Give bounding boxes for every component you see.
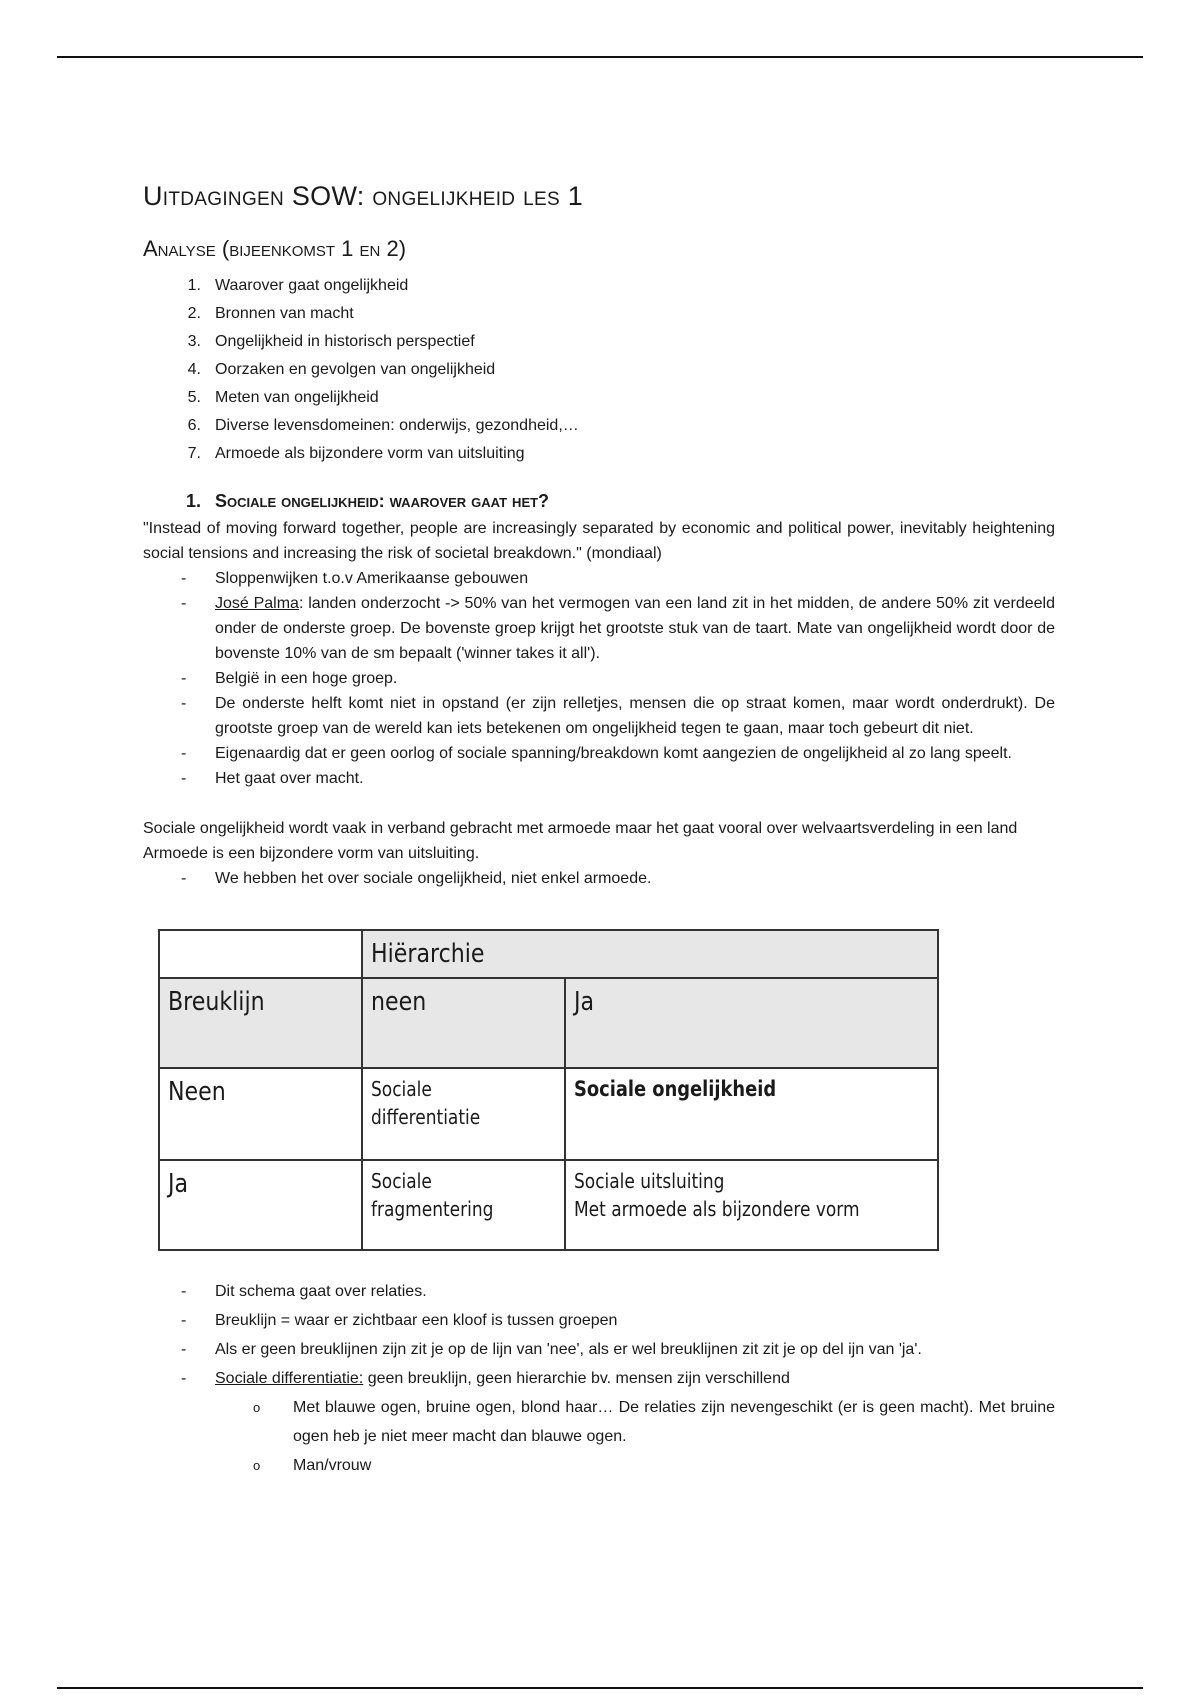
- hierarchy-table: [158, 929, 939, 1251]
- person-name: José Palma: [215, 595, 299, 612]
- list-item: 7. Armoede als bijzondere vorm van uitsluiting: [187, 445, 525, 462]
- list-item: - Eigenaardig dat er geen oorlog of sociale spanning/breakdown komt aangezien de ongelijkheid al zo lang speelt.: [181, 745, 1012, 762]
- list-item: - José Palma: landen onderzocht -> 50% van het vermogen van een land zit in het midden, de andere 50% zit verdeeld onder de onderste groep. De bovenste groep krijgt het grootste stuk van de taart. Mate van ongelijkheid wordt door de bovenste 10% van de sm bepaalt ('winner takes it all').: [181, 595, 1056, 662]
- document-title: Uitdagingen SOW: ongelijkheid les 1: [143, 181, 584, 211]
- table-cell: Sociale differentiatie: [362, 1068, 565, 1160]
- table-corner-cell: [159, 930, 362, 978]
- term-label: Sociale differentiatie:: [215, 1370, 364, 1387]
- table-cell: Sociale fragmentering: [362, 1160, 565, 1250]
- sub-bullet-list: [143, 1393, 1055, 1480]
- body-paragraph: Sociale ongelijkheid wordt vaak in verband gebracht met armoede maar het gaat vooral over welvaartsverdeling in een land: [143, 820, 1018, 837]
- header-rule: [57, 56, 1143, 58]
- list-item: o Met blauwe ogen, bruine ogen, blond haar… De relaties zijn nevengeschikt (er is geen macht). Met bruine ogen heb je niet meer macht dan blauwe ogen.: [253, 1399, 1055, 1445]
- list-item: - Sociale differentiatie: geen breuklijn, geen hierarchie bv. mensen zijn verschillend: [181, 1370, 790, 1387]
- table-row-header: Ja: [159, 1160, 362, 1250]
- table-row-header: Neen: [159, 1068, 362, 1160]
- list-item: - Breuklijn = waar er zichtbaar een kloof is tussen groepen: [181, 1312, 618, 1329]
- quote-paragraph: "Instead of moving forward together, people are increasingly separated by economic and political power, inevitably heightening social tensions and increasing the risk of societal breakdown." (mondiaal): [143, 520, 1055, 562]
- footer-rule: [57, 1687, 1143, 1689]
- document-subtitle: Analyse (bijeenkomst 1 en 2): [143, 236, 407, 261]
- list-item: - Sloppenwijken t.o.v Amerikaanse gebouwen: [181, 570, 529, 587]
- table-cell: Sociale ongelijkheid: [565, 1068, 938, 1160]
- bullet-list: [143, 1277, 1055, 1393]
- list-item: - België in een hoge groep.: [181, 670, 398, 687]
- list-item: 4. Oorzaken en gevolgen van ongelijkheid: [187, 361, 496, 378]
- list-item: 6. Diverse levensdomeinen: onderwijs, gezondheid,…: [187, 417, 579, 434]
- list-item: 2. Bronnen van macht: [187, 305, 354, 322]
- list-item: - We hebben het over sociale ongelijkheid, niet enkel armoede.: [181, 870, 652, 887]
- body-paragraph: Armoede is een bijzondere vorm van uitsluiting.: [143, 845, 480, 862]
- list-item: o Man/vrouw: [253, 1457, 372, 1474]
- list-item: 3. Ongelijkheid in historisch perspectief: [187, 333, 475, 350]
- section-heading: 1. Sociale ongelijkheid: waarover gaat het?: [185, 491, 550, 511]
- table-cell: Sociale uitsluiting Met armoede als bijzondere vorm: [565, 1160, 938, 1250]
- document-page: [143, 178, 1055, 1480]
- table-header-cell: Ja: [565, 978, 938, 1068]
- list-item: - De onderste helft komt niet in opstand (er zijn relletjes, mensen die op straat komen, maar wordt onderdrukt). De grootste groep van de wereld kan iets betekenen om ongelijkheid tegen te gaan, maar toch gebeurt dit niet.: [181, 695, 1055, 737]
- table-header-cell: neen: [362, 978, 565, 1068]
- table-header-cell: Breuklijn: [159, 978, 362, 1068]
- table-header-cell: Hiërarchie: [362, 930, 938, 978]
- bullet-list: [143, 566, 1055, 791]
- list-item: - Het gaat over macht.: [181, 770, 364, 787]
- list-item: 1. Waarover gaat ongelijkheid: [187, 277, 409, 294]
- list-item: - Dit schema gaat over relaties.: [181, 1283, 427, 1300]
- list-item: 5. Meten van ongelijkheid: [187, 389, 379, 406]
- list-item: - Als er geen breuklijnen zijn zit je op de lijn van 'nee', als er wel breuklijnen zit zit je op del ijn van 'ja'.: [181, 1341, 922, 1358]
- outline-list: [143, 272, 1055, 468]
- bullet-list: [143, 866, 1055, 891]
